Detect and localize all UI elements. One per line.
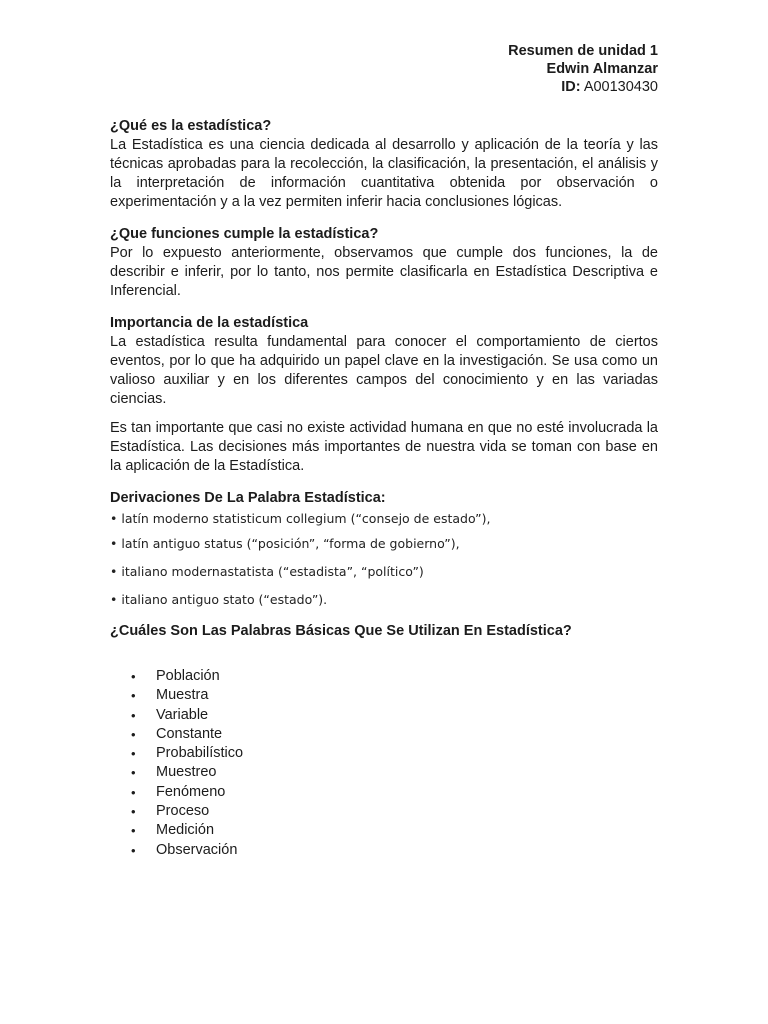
bullet-icon: • [131,823,136,839]
bullet-icon: • [131,707,136,723]
list-item-label: Observación [156,841,238,858]
list-item-label: Medición [156,822,215,839]
list-item-label: Población [156,668,220,684]
list-item [110,725,658,744]
list-item-label: Muestreo [156,764,217,781]
list-item-label: Fenómeno [156,783,226,800]
list-item [110,802,658,821]
derivation-item: • italiano antiguo stato (“estado”). [110,592,328,607]
section-heading: ¿Qué es la estadística? [110,118,272,134]
student-id-label: ID: [561,79,581,95]
list-item [110,744,658,763]
list-item [110,841,658,860]
bullet-icon: • [131,784,136,800]
list-item [110,686,658,705]
section-heading: Derivaciones De La Palabra Estadística: [110,490,386,506]
document-header [110,42,658,96]
section-heading: Importancia de la estadística [110,315,309,331]
section-heading: ¿Que funciones cumple la estadística? [110,226,379,242]
bullet-icon: • [131,765,136,781]
document-title: Resumen de unidad 1 [508,43,658,59]
list-item-label: Variable [156,706,209,723]
section-paragraph: La Estadística es una ciencia dedicada al desarrollo y aplicación de la teoría y las técnicas aprobadas para la recolección, la clasificación, la presentación, el análisis y la interpretación de información cuantitativa obtenida por observación o experimentación y a la vez permiten inferir hacia conclusiones lógicas. [110,137,658,210]
list-item [110,667,658,686]
list-item-label: Proceso [156,803,210,820]
section-paragraph: Es tan importante que casi no existe actividad humana en que no esté involucrada la Estadística. Las decisiones más importantes de nuestra vida se toman con base en la aplicación de la Estadística. [110,420,658,474]
derivations-list [110,508,658,614]
bullet-icon: • [131,688,136,704]
section-functions [110,225,658,301]
list-item [110,763,658,782]
derivation-item: • latín moderno statisticum collegium (“consejo de estado”), [110,511,491,526]
bullet-icon: • [131,804,136,820]
list-item [110,706,658,725]
list-item [110,821,658,840]
bullet-icon: • [131,669,136,684]
derivation-item: • latín antiguo status (“posición”, “forma de gobierno”), [110,536,460,551]
list-item [110,783,658,802]
list-item-label: Muestra [156,687,209,704]
section-basic-words [110,622,658,860]
section-paragraph: Por lo expuesto anteriormente, observamos que cumple dos funciones, la de describir e inferir, por lo tanto, nos permite clasificarla en Estadística Descriptiva e Inferencial. [110,245,658,299]
student-id-line [110,78,658,96]
bullet-icon: • [131,726,136,742]
list-item-label: Probabilístico [156,745,244,762]
list-item-label: Constante [156,725,223,742]
section-what-is-statistics [110,117,658,212]
author-name: Edwin Almanzar [546,61,658,77]
section-importance [110,314,658,476]
bullet-icon: • [131,842,136,858]
bullet-icon: • [131,746,136,762]
document-page [110,42,658,860]
section-paragraph: La estadística resulta fundamental para conocer el comportamiento de ciertos eventos, por lo que ha adquirido un papel clave en la investigación. Se usa como un valioso auxiliar y en los diferentes campos del conocimiento y en las variadas ciencias. [110,334,658,407]
basic-words-list [110,667,658,860]
student-id-value: A00130430 [583,79,658,95]
section-heading: ¿Cuáles Son Las Palabras Básicas Que Se Utilizan En Estadística? [110,623,572,639]
derivation-item: • italiano modernastatista (“estadista”, “político”) [110,564,424,579]
section-derivations [110,489,658,614]
